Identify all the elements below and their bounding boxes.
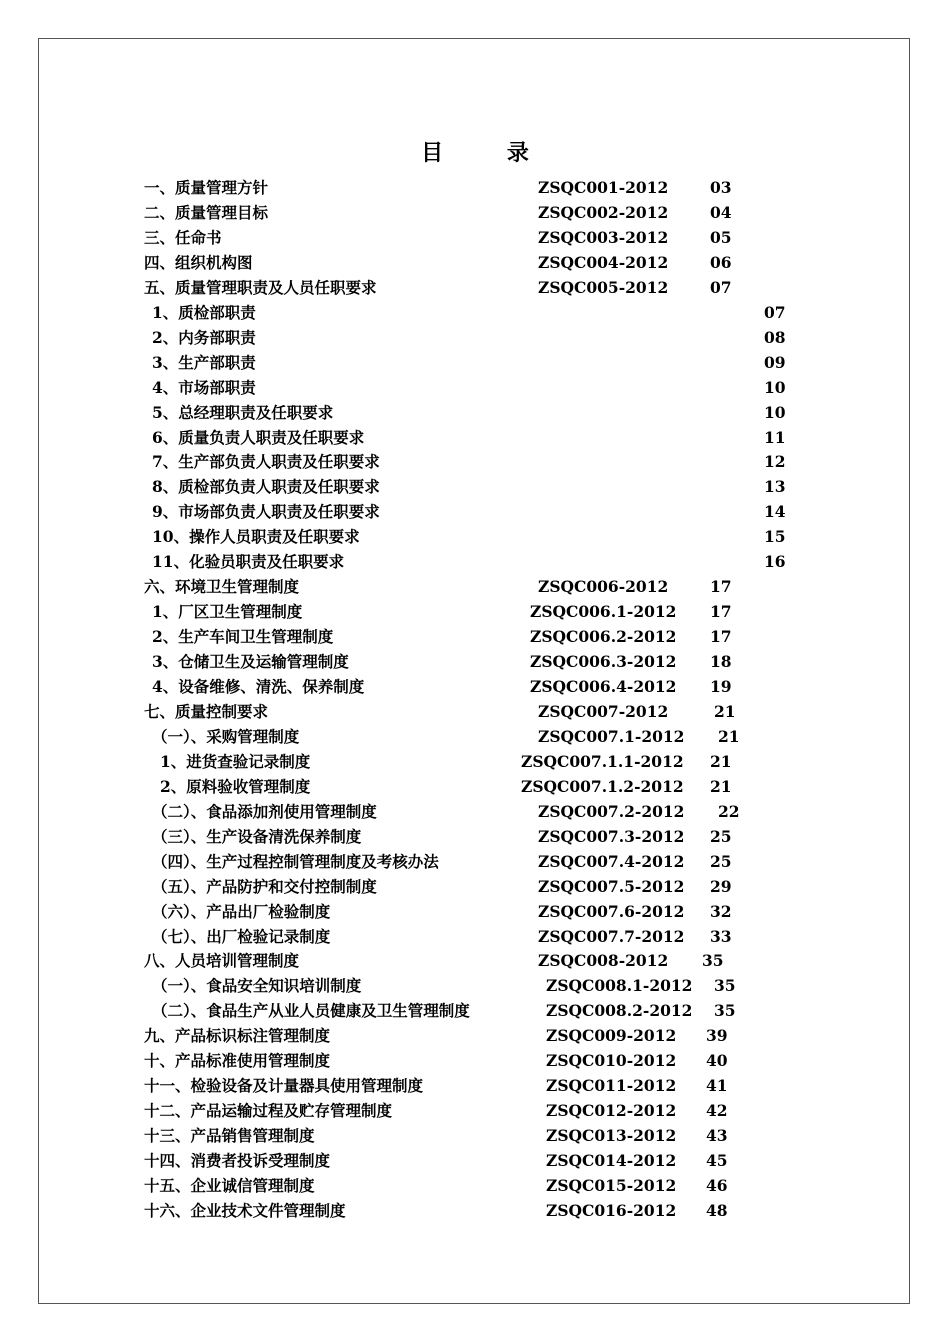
toc-entry-title: 十三、产品销售管理制度 <box>144 1126 315 1146</box>
toc-entry <box>0 777 950 802</box>
toc-entry-page: 22 <box>718 801 740 821</box>
toc-entry-page: 48 <box>706 1200 728 1220</box>
toc-entry-title: 二、质量管理目标 <box>144 202 269 222</box>
toc-entry-page: 17 <box>710 627 732 647</box>
toc-entry-page: 35 <box>714 976 736 996</box>
toc-entry-title: （一）、食品安全知识培训制度 <box>152 976 362 996</box>
toc-entry-code: ZSQC013-2012 <box>546 1126 677 1146</box>
page-title: 目 录 <box>421 140 557 166</box>
toc-entry-code: ZSQC007.1.1-2012 <box>521 751 684 771</box>
toc-entry-page: 29 <box>710 876 732 896</box>
toc-entry-page: 45 <box>706 1151 728 1171</box>
toc-entry-code: ZSQC001-2012 <box>538 178 669 197</box>
toc-entry <box>0 328 950 353</box>
toc-entry <box>0 1051 950 1076</box>
toc-entry-title: 9、市场部负责人职责及任职要求 <box>152 502 380 522</box>
toc-entry-page: 09 <box>764 352 786 372</box>
toc-entry-title: 2、原料验收管理制度 <box>160 776 311 796</box>
toc-entry-code: ZSQC006-2012 <box>538 577 669 597</box>
toc-entry <box>0 802 950 827</box>
toc-entry-code: ZSQC007.5-2012 <box>538 876 685 896</box>
toc-entry <box>0 602 950 627</box>
toc-entry <box>0 527 950 552</box>
toc-entry-title: （二）、食品添加剂使用管理制度 <box>152 801 377 821</box>
toc-entry <box>0 452 950 477</box>
toc-entry <box>0 1001 950 1026</box>
toc-entry-title: 3、仓储卫生及运输管理制度 <box>152 652 349 672</box>
toc-entry-title: 5、总经理职责及任职要求 <box>152 402 334 422</box>
toc-entry <box>0 477 950 502</box>
toc-entry-title: 6、质量负责人职责及任职要求 <box>152 427 365 447</box>
toc-entry-title: 4、市场部职责 <box>152 377 256 397</box>
toc-entry-code: ZSQC016-2012 <box>546 1200 677 1220</box>
toc-entry-page: 13 <box>764 477 786 497</box>
toc-entry-title: 十六、企业技术文件管理制度 <box>144 1200 346 1220</box>
toc-entry-title: 十、产品标准使用管理制度 <box>144 1051 331 1071</box>
toc-entry <box>0 827 950 852</box>
toc-entry-title: 2、内务部职责 <box>152 327 256 347</box>
toc-entry-page: 06 <box>710 252 732 272</box>
toc-entry-page: 35 <box>714 1001 736 1021</box>
toc-entry-code: ZSQC003-2012 <box>538 227 669 247</box>
toc-entry-title: 4、设备维修、清洗、保养制度 <box>152 677 365 696</box>
toc-entry-title: （四）、生产过程控制管理制度及考核办法 <box>152 851 439 871</box>
toc-entry <box>0 178 950 203</box>
toc-entry-code: ZSQC007.4-2012 <box>538 851 685 871</box>
toc-entry-page: 10 <box>764 377 786 397</box>
toc-entry <box>0 902 950 927</box>
toc-entry-page: 35 <box>702 951 724 971</box>
toc-entry-code: ZSQC008-2012 <box>538 951 669 971</box>
toc-entry-page: 33 <box>710 926 732 946</box>
toc-entry-page: 10 <box>764 402 786 422</box>
toc-entry <box>0 203 950 228</box>
toc-entry-page: 21 <box>710 776 732 796</box>
toc-entry-code: ZSQC006.3-2012 <box>530 652 677 672</box>
toc-entry <box>0 1101 950 1126</box>
toc-entry-page: 32 <box>710 901 732 921</box>
toc-entry-title: 七、质量控制要求 <box>144 701 269 721</box>
toc-entry <box>0 652 950 677</box>
toc-entry-page: 46 <box>706 1176 728 1195</box>
toc-entry <box>0 1151 950 1176</box>
toc-entry <box>0 727 950 752</box>
toc-entry-page: 03 <box>710 178 732 197</box>
toc-entry-title: 2、生产车间卫生管理制度 <box>152 627 334 647</box>
toc-entry-code: ZSQC007.1-2012 <box>538 726 685 746</box>
toc-entry-code: ZSQC004-2012 <box>538 252 669 272</box>
toc-entry <box>0 303 950 328</box>
toc-entry-page: 05 <box>710 227 732 247</box>
toc-entry-title: （一）、采购管理制度 <box>152 726 300 746</box>
toc-entry-title: 一、质量管理方针 <box>144 178 269 197</box>
toc-entry-title: 十四、消费者投诉受理制度 <box>144 1151 331 1171</box>
toc-entry-title: 六、环境卫生管理制度 <box>144 577 300 597</box>
toc-entry-page: 11 <box>764 427 786 447</box>
toc-entry-title: （六）、产品出厂检验制度 <box>152 901 331 921</box>
toc-entry <box>0 976 950 1001</box>
toc-entry-code: ZSQC009-2012 <box>546 1026 677 1046</box>
toc-entry-code: ZSQC007.3-2012 <box>538 826 685 846</box>
toc-entry-code: ZSQC008.1-2012 <box>546 976 693 996</box>
toc-entry-code: ZSQC007.7-2012 <box>538 926 685 946</box>
toc-entry <box>0 428 950 453</box>
toc-entry-title: 11、化验员职责及任职要求 <box>152 552 345 572</box>
toc-entry-code: ZSQC011-2012 <box>546 1076 677 1096</box>
toc-entry-code: ZSQC007.6-2012 <box>538 901 685 921</box>
toc-entry-page: 21 <box>718 726 740 746</box>
toc-entry-code: ZSQC006.1-2012 <box>530 602 677 622</box>
toc-entry-title: （五）、产品防护和交付控制制度 <box>152 876 377 896</box>
toc-entry-page: 15 <box>764 527 786 547</box>
toc-entry <box>0 852 950 877</box>
toc-entry <box>0 677 950 702</box>
toc-entry-title: 1、质检部职责 <box>152 302 256 322</box>
toc-entry-title: 1、进货查验记录制度 <box>160 751 311 771</box>
toc-entry-code: ZSQC007.1.2-2012 <box>521 776 684 796</box>
toc-entry <box>0 403 950 428</box>
toc-entry <box>0 951 950 976</box>
toc-entry-page: 25 <box>710 826 732 846</box>
toc-entry-page: 43 <box>706 1126 728 1146</box>
toc-entry-title: 八、人员培训管理制度 <box>144 951 300 971</box>
toc-entry-page: 17 <box>710 602 732 622</box>
toc-entry-code: ZSQC006.2-2012 <box>530 627 677 647</box>
toc-entry <box>0 927 950 952</box>
toc-entry-code: ZSQC014-2012 <box>546 1151 677 1171</box>
toc-entry-title: 五、质量管理职责及人员任职要求 <box>144 277 377 297</box>
toc-entry-page: 21 <box>714 701 736 721</box>
toc-entry-page: 25 <box>710 851 732 871</box>
toc-entry <box>0 278 950 303</box>
toc-entry-page: 12 <box>764 452 786 472</box>
toc-entry-code: ZSQC007-2012 <box>538 701 669 721</box>
toc-entry <box>0 1176 950 1201</box>
toc-entry-title: 1、厂区卫生管理制度 <box>152 602 303 622</box>
toc-entry-page: 19 <box>710 677 732 696</box>
toc-entry-title: 九、产品标识标注管理制度 <box>144 1026 331 1046</box>
toc-entry-title: 十五、企业诚信管理制度 <box>144 1176 315 1195</box>
toc-entry <box>0 752 950 777</box>
toc-entry-title: （三）、生产设备清洗保养制度 <box>152 826 362 846</box>
toc-entry <box>0 1126 950 1151</box>
toc-entry-title: 十二、产品运输过程及贮存管理制度 <box>144 1101 393 1121</box>
toc-entry <box>0 877 950 902</box>
toc-entry-page: 14 <box>764 502 786 522</box>
toc-entry-title: 8、质检部负责人职责及任职要求 <box>152 477 380 497</box>
toc-entry-title: 三、任命书 <box>144 227 222 247</box>
toc-entry-code: ZSQC007.2-2012 <box>538 801 685 821</box>
toc-entry <box>0 502 950 527</box>
toc-entry <box>0 378 950 403</box>
toc-entry-title: 十一、检验设备及计量器具使用管理制度 <box>144 1076 424 1096</box>
toc-entry-code: ZSQC015-2012 <box>546 1176 677 1195</box>
toc-entry-title: 四、组织机构图 <box>144 252 253 272</box>
toc-entry-title: 7、生产部负责人职责及任职要求 <box>152 452 380 472</box>
toc-entry <box>0 253 950 278</box>
toc-entry-page: 04 <box>710 202 732 222</box>
toc-entry <box>0 1076 950 1101</box>
toc-entry-code: ZSQC008.2-2012 <box>546 1001 693 1021</box>
toc-entry <box>0 1026 950 1051</box>
toc-entry-page: 41 <box>706 1076 728 1096</box>
toc-entry-page: 18 <box>710 652 732 672</box>
toc-entry-page: 07 <box>764 302 786 322</box>
toc-entry-page: 40 <box>706 1051 728 1071</box>
toc-entry <box>0 228 950 253</box>
toc-entry-code: ZSQC002-2012 <box>538 202 669 222</box>
toc-entry-title: 3、生产部职责 <box>152 352 256 372</box>
toc-entry <box>0 627 950 652</box>
toc-entry-page: 17 <box>710 577 732 597</box>
toc-entry-page: 08 <box>764 327 786 347</box>
toc-entry <box>0 702 950 727</box>
toc-entry-page: 21 <box>710 751 732 771</box>
toc-entry-page: 39 <box>706 1026 728 1046</box>
toc-entry-code: ZSQC006.4-2012 <box>530 677 677 696</box>
toc-entry <box>0 353 950 378</box>
toc-entry-title: （七）、出厂检验记录制度 <box>152 926 331 946</box>
toc-entry-title: （二）、食品生产从业人员健康及卫生管理制度 <box>152 1001 470 1021</box>
toc-entry <box>0 577 950 602</box>
toc-entry <box>0 1201 950 1226</box>
toc-entry-code: ZSQC012-2012 <box>546 1101 677 1121</box>
toc-entry-title: 10、操作人员职责及任职要求 <box>152 527 360 547</box>
toc-entry-code: ZSQC010-2012 <box>546 1051 677 1071</box>
toc-entry-code: ZSQC005-2012 <box>538 277 669 297</box>
toc-entry-page: 42 <box>706 1101 728 1121</box>
toc-entry-page: 07 <box>710 277 732 297</box>
toc-entry <box>0 552 950 577</box>
toc-entry-page: 16 <box>764 552 786 572</box>
